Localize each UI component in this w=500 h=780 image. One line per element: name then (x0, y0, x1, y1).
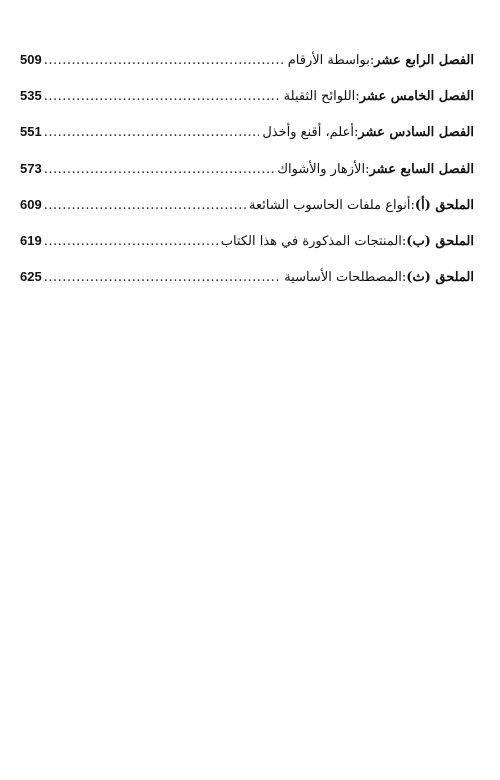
toc-entry-title: الأزهار والأشواك (277, 161, 366, 177)
toc-entry-title: المنتجات المذكورة في هذا الكتاب (220, 233, 402, 249)
dot-leader (44, 160, 275, 179)
toc-entry-label: الملحق (ب) (406, 233, 474, 249)
toc-entry-separator: : (353, 125, 359, 141)
toc-entry-chapter-15[interactable] (20, 86, 474, 105)
toc-entry-appendix-c[interactable] (20, 267, 474, 286)
toc-entry-page-number: 609 (20, 196, 42, 212)
toc-entry-label: الملحق (ث) (406, 270, 474, 286)
dot-leader (44, 123, 260, 142)
toc-entry-chapter-17[interactable] (20, 159, 474, 178)
toc-entry-page-number: 619 (20, 232, 42, 248)
toc-entry-title: أنواع ملفات الحاسوب الشائعة (249, 197, 411, 213)
toc-entry-label: الفصل السادس عشر (358, 125, 474, 141)
toc-entry-appendix-a[interactable] (20, 195, 474, 214)
toc-entry-chapter-16[interactable] (20, 122, 474, 141)
dot-leader (44, 196, 246, 215)
toc-entry-page-number: 509 (20, 52, 42, 67)
toc-entry-separator: : (369, 53, 375, 68)
dot-leader (44, 232, 218, 251)
toc-entry-separator: : (410, 197, 415, 213)
toc-entry-page-number: 551 (20, 124, 42, 140)
toc-entry-label: الفصل السابع عشر (369, 161, 474, 177)
toc-entry-separator: : (355, 89, 360, 105)
toc-entry-title: اللوائح الثقيلة (283, 89, 356, 105)
dot-leader (44, 87, 281, 106)
table-of-contents (20, 50, 474, 303)
toc-entry-label: الملحق (أ) (414, 197, 474, 213)
toc-entry-separator: : (365, 161, 370, 177)
toc-entry-title: المصطلحات الأساسية (284, 270, 402, 286)
toc-entry-separator: : (401, 270, 407, 286)
toc-entry-page-number: 535 (20, 88, 42, 104)
toc-entry-page-number: 573 (20, 160, 42, 176)
toc-entry-chapter-14[interactable] (20, 50, 474, 69)
toc-entry-label: الفصل الرابع عشر (374, 53, 474, 68)
toc-entry-separator: : (401, 233, 407, 249)
dot-leader (44, 268, 281, 287)
toc-entry-title: أعلم، أقنع وأخذل (262, 125, 354, 141)
toc-entry-label: الفصل الخامس عشر (359, 89, 474, 105)
toc-entry-appendix-b[interactable] (20, 231, 474, 250)
toc-entry-title: بواسطة الأرقام (287, 53, 370, 68)
dot-leader (44, 51, 285, 70)
toc-entry-page-number: 625 (20, 269, 42, 285)
